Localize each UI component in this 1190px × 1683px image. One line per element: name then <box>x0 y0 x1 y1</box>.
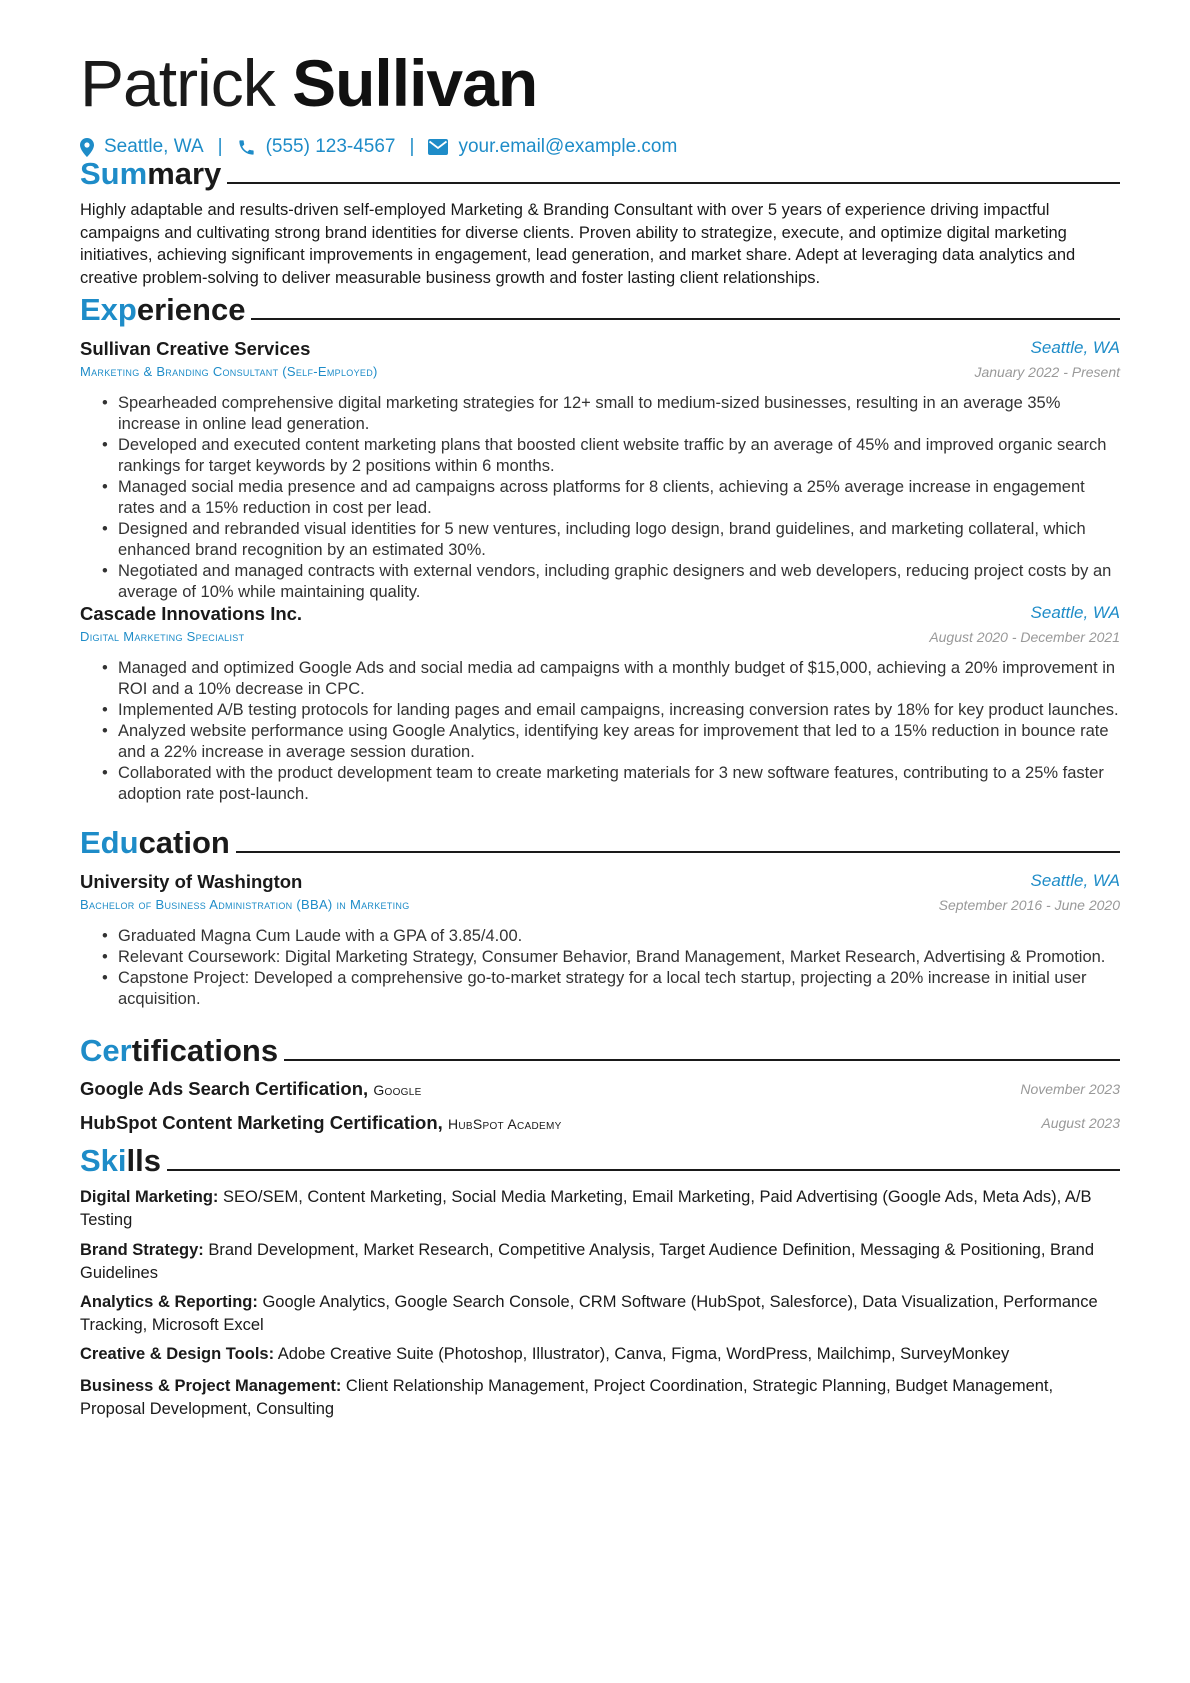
skill-category: Business & Project Management: <box>80 1377 342 1395</box>
school-location: Seattle, WA <box>1030 871 1120 890</box>
title-rest: mary <box>147 156 222 191</box>
skill-category: Brand Strategy: <box>80 1241 204 1259</box>
skill-row <box>80 1375 1120 1420</box>
title-accent: Sum <box>80 156 148 191</box>
skill-category: Digital Marketing: <box>80 1188 219 1206</box>
job-dates: January 2022 - Present <box>974 364 1120 380</box>
education-heading <box>80 823 1120 863</box>
section-title <box>80 290 251 330</box>
skill-list: Google Analytics, Google Search Console, CRM Software (HubSpot, Salesforce), Data Visualization, Performance Tracking, Microsoft Excel <box>80 1293 1098 1334</box>
list-item: • Managed social media presence and ad campaigns across platforms for 8 clients, achieving a 25% average increase in engagement rates and a 15% reduction in cost per lead. <box>80 477 1120 519</box>
title-accent: Edu <box>80 825 139 860</box>
list-item: • Capstone Project: Developed a comprehensive go-to-market strategy for a local tech startup, projecting a 20% increase in initial user acquisition. <box>80 968 1120 1010</box>
section-rule <box>227 182 1120 184</box>
certification-name: HubSpot Content Marketing Certification, HubSpot Academy <box>80 1112 562 1133</box>
cert-date: August 2023 <box>1041 1115 1120 1131</box>
list-item: • Negotiated and managed contracts with external vendors, including graphic designers and web developers, reducing project costs by an average of 10% while maintaining quality. <box>80 561 1120 603</box>
skill-row <box>80 1239 1120 1284</box>
section-title <box>80 1031 284 1071</box>
job-location: Seattle, WA <box>1030 603 1120 622</box>
title-accent: Exp <box>80 292 137 327</box>
list-item: • Developed and executed content marketing plans that boosted client website traffic by an average of 45% and improved organic search rankings for target keywords by 2 positions within 6 months. <box>80 435 1120 477</box>
title-rest: tifications <box>131 1033 279 1068</box>
skill-row <box>80 1291 1120 1336</box>
skill-row <box>80 1186 1120 1231</box>
section-rule <box>251 318 1120 320</box>
skill-row <box>80 1343 1120 1366</box>
section-title <box>80 154 227 194</box>
first-name: Patrick <box>80 46 275 120</box>
company-name: Cascade Innovations Inc. <box>80 603 303 624</box>
skills-heading <box>80 1141 1120 1181</box>
skill-category: Creative & Design Tools: <box>80 1345 275 1363</box>
education-bullets <box>80 926 1120 1010</box>
skill-list: Client Relationship Management, Project Coordination, Strategic Planning, Budget Management, Proposal Development, Consulting <box>80 1377 1054 1418</box>
skill-list: Brand Development, Market Research, Competitive Analysis, Target Audience Definition, Messaging & Positioning, Brand Guidelines <box>80 1241 1095 1282</box>
list-item: • Managed and optimized Google Ads and social media ad campaigns with a monthly budget of $15,000, achieving a 20% improvement in ROI and a 10% decrease in CPC. <box>80 658 1120 700</box>
section-title <box>80 1141 167 1181</box>
list-item: • Designed and rebranded visual identities for 5 new ventures, including logo design, brand guidelines, and marketing collateral, which enhanced brand recognition by an estimated 30%. <box>80 519 1120 561</box>
cert-date: November 2023 <box>1020 1081 1120 1097</box>
summary-text: Highly adaptable and results-driven self-employed Marketing & Branding Consultant with over 5 years of experience driving impactful campaigns and cultivating strong brand identities for diverse clients. Proven ability to strategize, execute, and optimize digital marketing initiatives, achieving significant improvements in engagement, lead generation, and market share. Adept at leveraging data analytics and creative problem-solving to deliver measurable business growth and foster lasting client relationships. <box>80 201 1076 287</box>
job-bullets <box>80 658 1120 805</box>
certification-name: Google Ads Search Certification, Google <box>80 1078 422 1099</box>
phone-text: (555) 123-4567 <box>265 136 396 157</box>
job-dates: August 2020 - December 2021 <box>929 629 1120 645</box>
job-title: Digital Marketing Specialist <box>80 629 245 644</box>
list-item: • Collaborated with the product development team to create marketing materials for 3 new software features, contributing to a 25% faster adoption rate post-launch. <box>80 763 1120 805</box>
job-title: Marketing & Branding Consultant (Self-Employed) <box>80 364 378 379</box>
skill-list: SEO/SEM, Content Marketing, Social Media Marketing, Email Marketing, Paid Advertising (Google Ads, Meta Ads), A/B Testing <box>80 1188 1092 1229</box>
degree: Bachelor of Business Administration (BBA) in Marketing <box>80 897 410 912</box>
section-rule <box>236 851 1120 853</box>
cert-issuer: Google <box>373 1082 422 1098</box>
list-item: • Relevant Coursework: Digital Marketing Strategy, Consumer Behavior, Brand Management, Market Research, Advertising & Promotion. <box>80 947 1120 968</box>
job-bullets <box>80 393 1120 603</box>
contact-separator: | <box>217 136 223 157</box>
experience-heading <box>80 290 1120 330</box>
location-text: Seattle, WA <box>104 136 204 157</box>
certification-item <box>80 1112 1120 1138</box>
certification-item <box>80 1078 1120 1104</box>
job-location: Seattle, WA <box>1030 338 1120 357</box>
skill-category: Analytics & Reporting: <box>80 1293 258 1311</box>
candidate-name <box>80 38 537 128</box>
certifications-heading <box>80 1031 1120 1071</box>
education-dates: September 2016 - June 2020 <box>938 897 1120 913</box>
section-rule <box>167 1169 1120 1171</box>
title-rest: cation <box>138 825 230 860</box>
cert-title: Google Ads Search Certification <box>80 1078 364 1099</box>
list-item: • Implemented A/B testing protocols for landing pages and email campaigns, increasing conversion rates by 18% for key product launches. <box>80 700 1120 721</box>
title-accent: Cer <box>80 1033 132 1068</box>
skill-list: Adobe Creative Suite (Photoshop, Illustrator), Canva, Figma, WordPress, Mailchimp, SurveyMonkey <box>277 1345 1010 1363</box>
contact-separator: | <box>409 136 415 157</box>
school-name: University of Washington <box>80 871 303 892</box>
email-link: your.email@example.com <box>458 136 678 157</box>
cert-issuer: HubSpot Academy <box>447 1116 562 1132</box>
list-item: • Analyzed website performance using Google Analytics, identifying key areas for improvement that led to a 15% reduction in bounce rate and a 22% increase in average session duration. <box>80 721 1120 763</box>
cert-title: HubSpot Content Marketing Certification <box>80 1112 438 1133</box>
section-title <box>80 823 236 863</box>
section-rule <box>284 1059 1120 1061</box>
title-rest: erience <box>136 292 246 327</box>
envelope-icon <box>428 139 448 155</box>
summary-heading <box>80 154 1120 194</box>
list-item: • Graduated Magna Cum Laude with a GPA of 3.85/4.00. <box>80 926 1120 947</box>
company-name: Sullivan Creative Services <box>80 338 311 359</box>
last-name: Sullivan <box>292 46 538 120</box>
title-rest: lls <box>126 1143 161 1178</box>
title-accent: Ski <box>80 1143 127 1178</box>
list-item: • Spearheaded comprehensive digital marketing strategies for 12+ small to medium-sized businesses, resulting in an average 35% increase in online lead generation. <box>80 393 1120 435</box>
